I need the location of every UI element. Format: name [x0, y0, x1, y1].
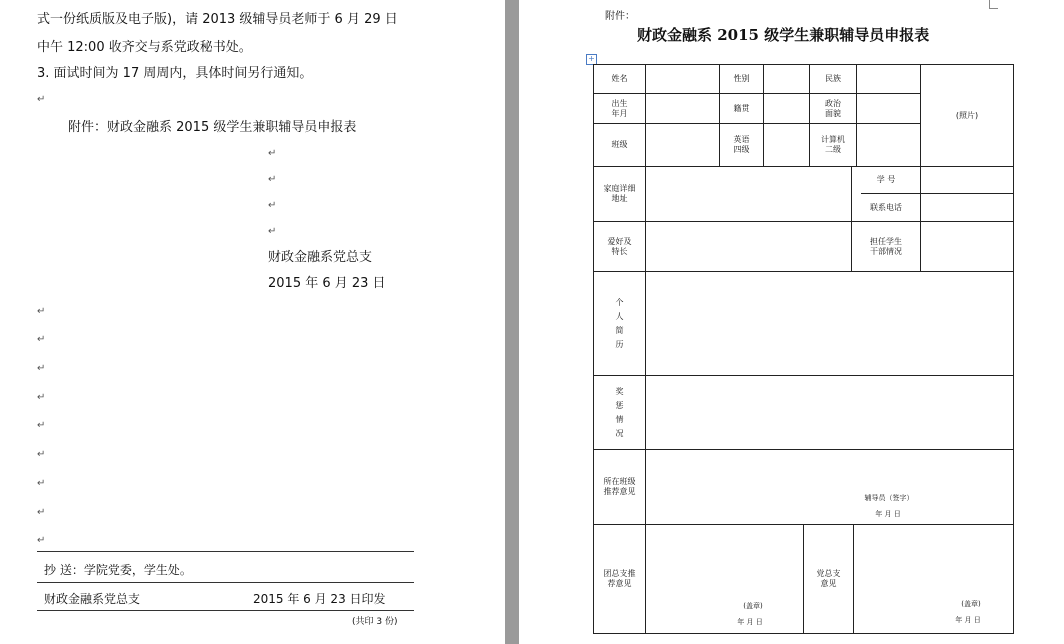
paragraph-mark: ↵	[37, 420, 46, 431]
label-class: 班级	[611, 140, 628, 149]
label-phone: 联系电话	[870, 202, 902, 212]
label-home-address: 家庭详细 地址	[603, 184, 636, 203]
label-cadre-experience: 担任学生 干部情况	[870, 236, 902, 256]
paragraph-mark: ↵	[37, 478, 46, 489]
form-title: 财政金融系 2015 级学生兼职辅导员申报表	[637, 26, 930, 44]
attachment-prefix: 附件：	[605, 11, 635, 22]
label-resume: 个 人 简 历	[615, 297, 624, 349]
paragraph-mark: ↵	[37, 449, 46, 460]
page-gutter	[505, 0, 519, 644]
input-political-status[interactable]	[857, 94, 920, 123]
label-class-opinion: 所在班级 推荐意见	[603, 477, 636, 496]
label-birth: 出生 年月	[611, 98, 628, 118]
paragraph-mark: ↵	[37, 306, 46, 317]
input-english-cet4[interactable]	[764, 124, 809, 166]
input-name[interactable]	[646, 65, 719, 93]
input-phone[interactable]	[921, 194, 1013, 221]
paragraph-mark: ↵	[37, 94, 46, 105]
divider-bottom	[37, 610, 414, 611]
print-date: 2015 年 6 月 23 日印发	[253, 592, 386, 606]
input-class[interactable]	[646, 124, 719, 166]
paragraph-mark: ↵	[268, 200, 277, 211]
input-resume[interactable]	[646, 272, 1013, 375]
body-line-3: 3. 面试时间为 17 周周内，具体时间另行通知。	[37, 66, 313, 81]
divider-middle	[37, 582, 414, 583]
input-home-address[interactable]	[646, 167, 851, 221]
body-line-1: 式一份纸质版及电子版)，请 2013 级辅导员老师于 6 月 29 日	[37, 12, 398, 27]
counselor-date-label: 年 月 日	[875, 510, 901, 518]
label-native-place: 籍贯	[733, 103, 750, 113]
input-computer-level2[interactable]	[857, 124, 920, 166]
input-ethnicity[interactable]	[857, 65, 920, 93]
page-corner-mark	[989, 0, 998, 9]
league-date-label: 年 月 日	[737, 618, 763, 626]
input-birth[interactable]	[646, 94, 719, 123]
label-party-opinion: 党总支 意见	[816, 569, 841, 588]
left-document-page	[0, 0, 505, 644]
counselor-signature-label: 辅导员（签字）	[864, 494, 914, 502]
label-league-opinion: 团总支推 荐意见	[603, 569, 636, 588]
label-hobbies: 爱好及 特长	[607, 236, 632, 256]
input-cadre-experience[interactable]	[921, 222, 1013, 271]
paragraph-mark: ↵	[268, 148, 277, 159]
label-name: 姓名	[611, 74, 628, 83]
input-gender[interactable]	[764, 65, 809, 93]
copies-count: (共印 3 份)	[352, 617, 398, 627]
input-awards[interactable]	[646, 376, 1013, 449]
attachment-line: 附件：财政金融系 2015 级学生兼职辅导员申报表	[68, 120, 357, 135]
application-form-table	[593, 64, 1014, 634]
paragraph-mark: ↵	[37, 363, 46, 374]
label-computer-level2: 计算机 二级	[821, 135, 845, 154]
paragraph-mark: ↵	[37, 334, 46, 345]
input-hobbies[interactable]	[646, 222, 851, 271]
label-ethnicity: 民族	[825, 74, 841, 83]
input-student-id[interactable]	[921, 167, 1013, 193]
party-date-label: 年 月 日	[955, 616, 981, 624]
paragraph-mark: ↵	[37, 535, 46, 546]
label-gender: 性别	[733, 74, 750, 83]
right-document-page	[519, 0, 1064, 644]
cc-line: 抄 送：学院党委，学生处。	[44, 563, 192, 577]
body-line-2: 中午 12:00 收齐交与系党政秘书处。	[37, 40, 252, 55]
issuer-line: 财政金融系党总支	[44, 592, 141, 606]
label-student-id: 学 号	[876, 175, 896, 184]
party-seal-label: (盖章)	[961, 600, 981, 608]
paragraph-mark: ↵	[37, 507, 46, 518]
signature-date: 2015 年 6 月 23 日	[268, 276, 386, 291]
signature-org: 财政金融系党总支	[268, 250, 373, 265]
input-class-opinion[interactable]	[646, 450, 1013, 524]
divider-top	[37, 551, 414, 552]
input-native-place[interactable]	[764, 94, 809, 123]
league-seal-label: (盖章)	[743, 602, 763, 610]
label-political-status: 政治 面貌	[825, 98, 841, 118]
paragraph-mark: ↵	[268, 174, 277, 185]
table-move-handle-icon[interactable]: +	[586, 54, 597, 65]
paragraph-mark: ↵	[37, 392, 46, 403]
label-awards: 奖 惩 情 况	[615, 386, 624, 438]
label-english-cet4: 英语 四级	[733, 135, 750, 154]
paragraph-mark: ↵	[268, 226, 277, 237]
photo-placeholder[interactable]: (照片)	[955, 110, 979, 120]
